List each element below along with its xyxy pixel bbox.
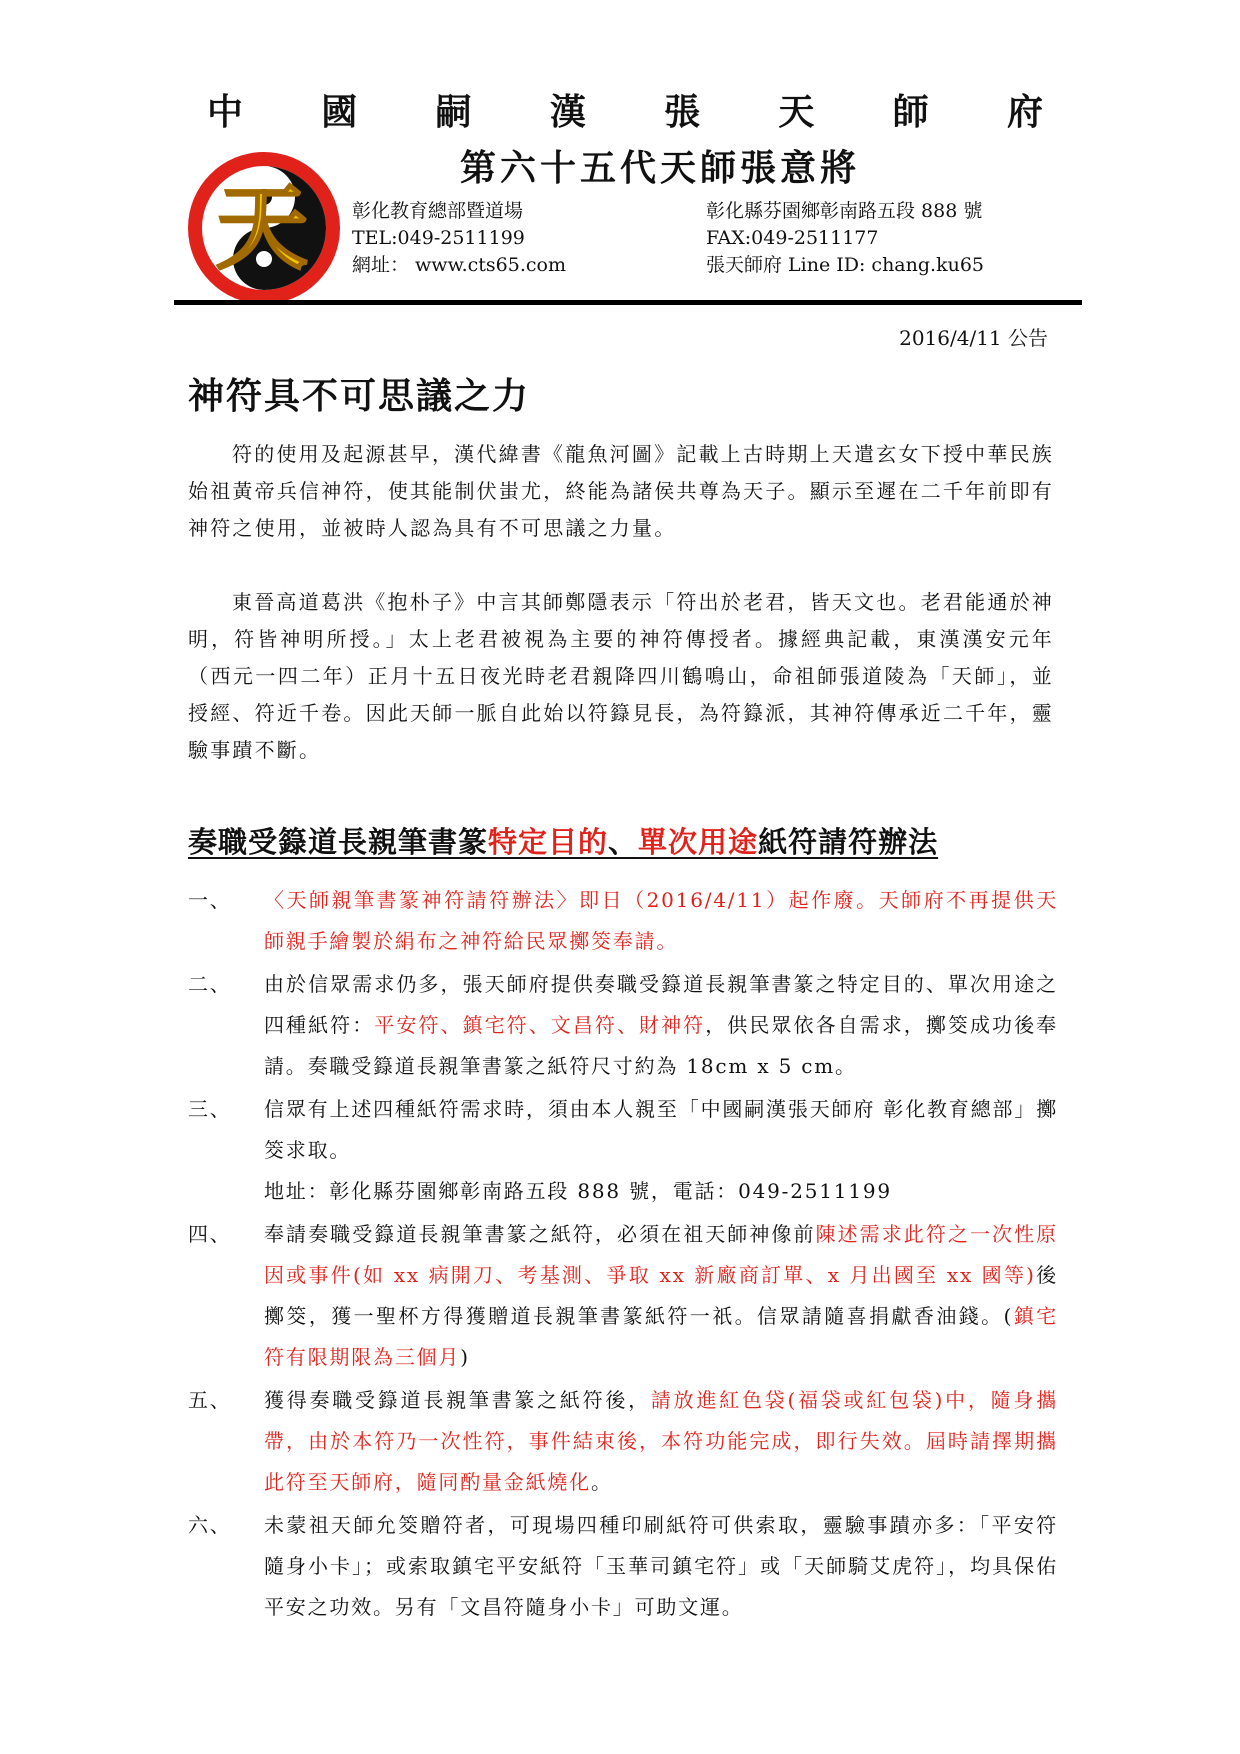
list-item-number: 二、 [188,972,232,996]
org-char: 中 [206,91,243,133]
paragraph: 符的使用及起源甚早，漢代緯書《龍魚河圖》記載上古時期上天遣玄女下授中華民族始祖黃帝兵信神符，使其能制伏蚩尤，終能為諸侯共尊為天子。顯示至遲在二千年前即有神符之使用，並被時人認為具有不可思議之力量。 [188,442,1054,540]
fax: FAX:049-2511177 [706,227,879,249]
text-segment: 奉請奏職受籙道長親筆書篆之紙符，必須在祖天師神像前 [264,1222,816,1246]
list-item-text [264,964,1058,1087]
list-item-number: 六、 [188,1513,232,1537]
logo-character: 天 [215,174,309,282]
list-item-text [264,1214,1058,1378]
list-item-text [264,1089,1058,1212]
text-segment: 地址：彰化縣芬園鄉彰南路五段 888 號，電話：049-2511199 [264,1179,892,1203]
list-item-text [264,880,1058,962]
text-segment: 未蒙祖天師允筊贈符者，可現場四種印刷紙符可供索取，靈驗事蹟亦多：「平安符隨身小卡」；或索取鎮宅平安紙符「玉華司鎮宅符」或「天師騎艾虎符」，均具保佑平安之功效。另有「文昌符隨身小卡」可助文運。 [264,1513,1058,1619]
text-segment: 獲得奏職受籙道長親筆書篆之紙符後， [264,1388,651,1412]
list-item [188,1505,1058,1628]
organization-title [200,84,1050,135]
highlighted-text: 請放進紅色袋(福袋或紅包袋)中，隨身攜帶，由於本符乃一次性符，事件結束後，本符功能完成，即行失效。屆時請擇期攜此符至天師府，隨同酌量金紙燒化 [264,1388,1058,1494]
list-item-number: 一、 [188,888,232,912]
text-segment: 由於信眾需求仍多，張天師府提供奏職受籙道長親筆書篆之特定目的、單次用途之四種紙符： [264,972,1058,1037]
text-segment: ) [460,1345,470,1369]
org-char: 天 [778,91,815,133]
header-divider [174,300,1082,305]
highlighted-text: 鎮宅符有限期限為三個月 [264,1304,1058,1369]
section-title-part: 奏職受籙道長親筆書篆 [188,825,489,859]
section-title-highlight: 單次用途 [638,825,759,859]
list-item [188,1380,1058,1503]
list-item-text [264,1380,1058,1503]
list-item [188,880,1058,962]
list-item [188,964,1058,1087]
address: 彰化縣芬園鄉彰南路五段 888 號 [706,200,983,222]
address-label: 彰化教育總部暨道場 [352,200,524,222]
master-title: 第六十五代天師張意將 [460,147,861,189]
org-char: 張 [664,91,701,133]
text-segment: 後擲筊，獲一聖杯方得獲贈道長親筆書篆紙符一祇。信眾請隨喜捐獻香油錢。( [264,1263,1058,1328]
section-title-highlight: 特定目的 [488,825,609,859]
paragraph: 東晉高道葛洪《抱朴子》中言其師鄭隱表示「符出於老君，皆天文也。老君能通於神明，符皆神明所授。」太上老君被視為主要的神符傳授者。據經典記載，東漢漢安元年（西元一四二年）正月十五日夜光時老君親降四川鶴鳴山，命祖師張道陵為「天師」，並授經、符近千卷。因此天師一脈自此始以符籙見長，為符籙派，其神符傳承近二千年，靈驗事蹟不斷。 [188,590,1054,762]
section-title-part: 、 [608,825,639,859]
org-char: 國 [321,91,358,133]
section-title [188,820,938,861]
yin-yang-logo-icon [186,150,342,306]
list-item-number: 三、 [188,1097,232,1121]
telephone: TEL:049-2511199 [352,227,525,249]
org-char: 師 [892,91,929,133]
org-char: 府 [1006,91,1043,133]
highlighted-text: 平安符、鎮宅符、文昌符、財神符 [374,1013,706,1037]
list-item [188,1214,1058,1378]
org-char: 嗣 [435,91,472,133]
announcement-date: 2016/4/11 公告 [899,326,1048,350]
rules-list [188,880,1058,1628]
text-segment: 。 [591,1470,613,1494]
highlighted-text: 陳述需求此符之一次性原因或事件(如 xx 病開刀、考基測、爭取 xx 新廠商訂單、x 月出國至 xx 國等) [264,1222,1058,1287]
contact-info-left [352,198,566,279]
section-title-part: 紙符請符辦法 [758,825,939,859]
article-title: 神符具不可思議之力 [188,375,531,417]
list-item-number: 四、 [188,1222,232,1246]
website: 網址： www.cts65.com [352,254,566,276]
line-id: 張天師府 Line ID: chang.ku65 [706,254,985,276]
list-item [188,1089,1058,1212]
highlighted-text: 〈天師親筆書篆神符請符辦法〉即日（2016/4/11）起作廢。天師府不再提供天師親手繪製於絹布之神符給民眾擲筊奉請。 [264,888,1058,953]
contact-info-right [706,198,984,279]
list-item-text [264,1505,1058,1628]
text-segment: 信眾有上述四種紙符需求時，須由本人親至「中國嗣漢張天師府 彰化教育總部」擲筊求取。 [264,1097,1058,1162]
org-char: 漢 [549,91,586,133]
list-item-number: 五、 [188,1388,232,1412]
text-segment: ，供民眾依各自需求，擲筊成功後奉請。奏職受籙道長親筆書篆之紙符尺寸約為 18cm x 5 cm。 [264,1013,1058,1078]
